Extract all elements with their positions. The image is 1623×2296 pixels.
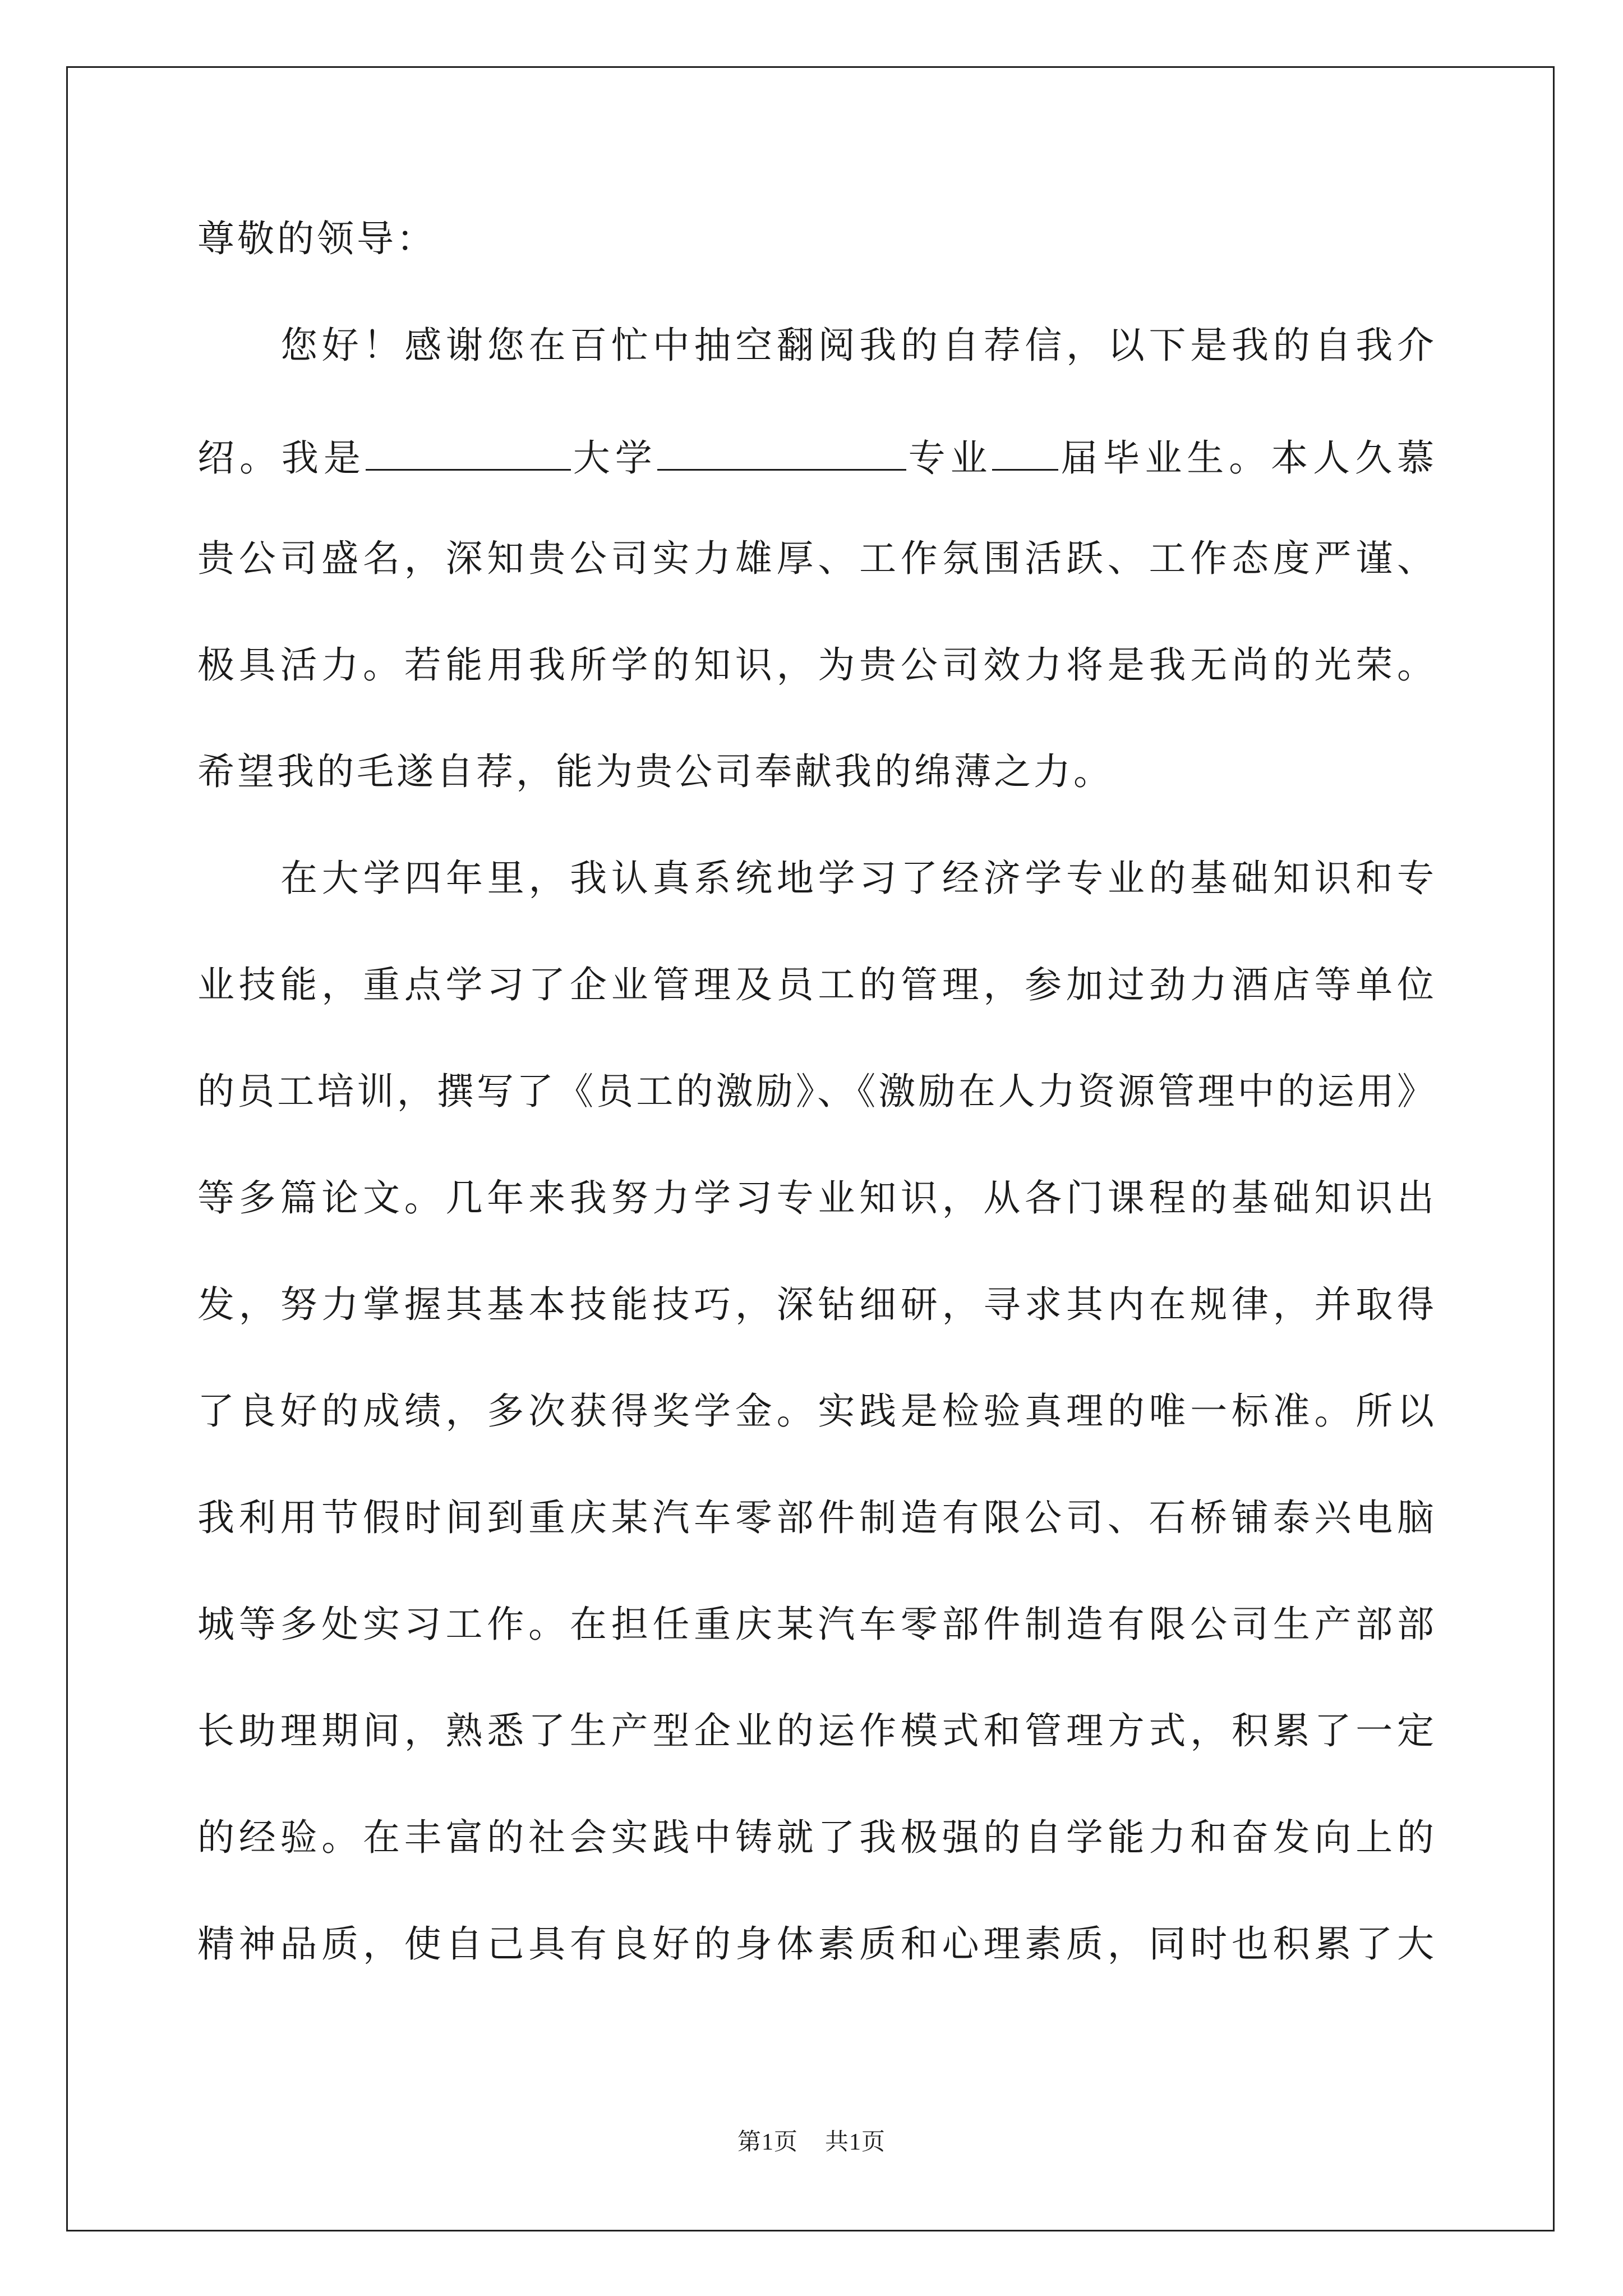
major-blank [657,431,906,471]
page-number: 第1页 [737,2129,798,2155]
paragraph-1-line-4: 极具活力。若能用我所学的知识，为贵公司效力将是我无尚的光荣。 [197,643,1437,687]
paragraph-2-line: 了良好的成绩，多次获得奖学金。实践是检验真理的唯一标准。所以 [197,1389,1437,1433]
paragraph-2-line: 发，努力掌握其基本技能技巧，深钻细研，寻求其内在规律，并取得 [197,1283,1437,1326]
letter-body [197,218,1437,2030]
paragraph-2-line: 业技能，重点学习了企业管理及员工的管理，参加过劲力酒店等单位 [197,963,1437,1006]
salutation: 尊敬的领导： [197,217,436,260]
page-total: 共1页 [825,2129,886,2155]
paragraph-2-line: 等多篇论文。几年来我努力学习专业知识，从各门课程的基础知识出 [197,1176,1437,1220]
text-segment: 绍。我是 [197,436,366,480]
paragraph-2-line: 的员工培训，撰写了《员工的激励》、《激励在人力资源管理中的运用》 [197,1070,1437,1113]
paragraph-1-line-3: 贵公司盛名，深知贵公司实力雄厚、工作氛围活跃、工作态度严谨、 [197,537,1437,580]
university-blank [366,431,571,471]
page-footer [0,2123,1623,2157]
paragraph-2-line: 城等多处实习工作。在担任重庆某汽车零部件制造有限公司生产部部 [197,1603,1437,1646]
paragraph-2-line: 我利用节假时间到重庆某汽车零部件制造有限公司、石桥铺泰兴电脑 [197,1496,1437,1539]
graduation-year-blank [992,431,1058,471]
paragraph-2-line: 在大学四年里，我认真系统地学习了经济学专业的基础知识和专 [280,857,1437,900]
paragraph-1-line-5: 希望我的毛遂自荐，能为贵公司奉献我的绵薄之力。 [197,750,1113,793]
paragraph-1-line-1: 您好！感谢您在百忙中抽空翻阅我的自荐信，以下是我的自我介 [280,324,1437,367]
paragraph-2-line: 的经验。在丰富的社会实践中铸就了我极强的自学能力和奋发向上的 [197,1816,1437,1859]
text-segment: 大学 [570,436,657,480]
paragraph-2-line: 精神品质，使自己具有良好的身体素质和心理素质，同时也积累了大 [197,1922,1437,1966]
text-segment: 届毕业生。本人久慕 [1058,436,1437,480]
paragraph-2-line: 长助理期间，熟悉了生产型企业的运作模式和管理方式，积累了一定 [197,1709,1437,1752]
paragraph-1-line-2 [197,431,1437,537]
text-segment: 专业 [906,436,993,480]
